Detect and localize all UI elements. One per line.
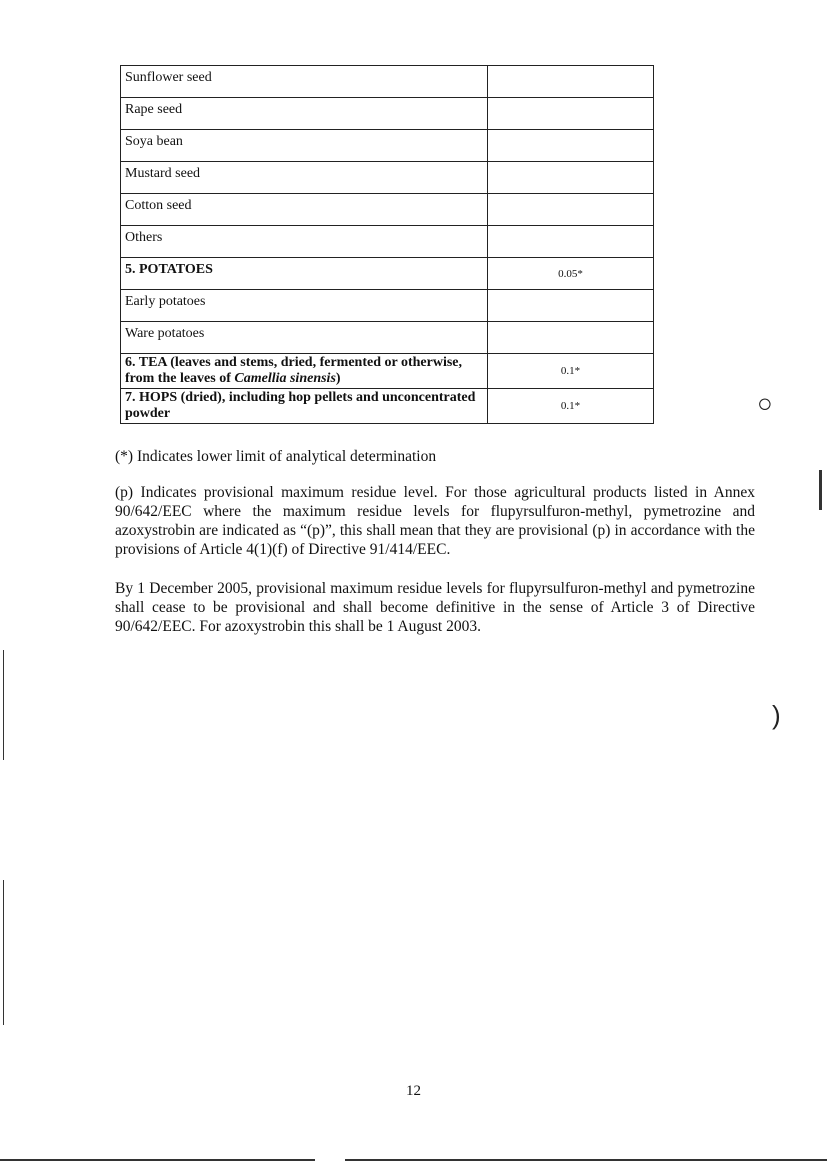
margin-mark xyxy=(3,650,4,760)
value-cell xyxy=(487,194,653,226)
product-cell: Mustard seed xyxy=(121,162,488,194)
bottom-edge-line xyxy=(345,1159,827,1161)
product-heading-cell: 5. POTATOES xyxy=(121,258,488,290)
asterisk-note: (*) Indicates lower limit of analytical determination xyxy=(115,448,437,465)
product-heading-cell xyxy=(121,354,488,389)
value-cell xyxy=(487,162,653,194)
page-number: 12 xyxy=(406,1083,421,1099)
product-heading-cell: 7. HOPS (dried), including hop pellets and unconcentrated powder xyxy=(121,389,488,424)
table-row xyxy=(121,66,654,98)
table-row xyxy=(121,98,654,130)
provisional-note: (p) Indicates provisional maximum residue level. For those agricultural products listed in Annex 90/642/EEC where the maximum residue levels for flupyrsulfuron-methyl, pymetrozine and azoxystrobin are indicated as “(p)”, this shall mean that they are provisional (p) in accordance with the provisions of Article 4(1)(f) of Directive 91/414/EEC. xyxy=(115,484,755,558)
residue-table xyxy=(120,65,654,424)
value-cell xyxy=(487,98,653,130)
product-cell: Rape seed xyxy=(121,98,488,130)
table-row xyxy=(121,290,654,322)
punch-hole-mark: ) xyxy=(772,700,781,730)
table-row xyxy=(121,354,654,389)
margin-mark xyxy=(819,470,822,510)
value-cell: 0.05* xyxy=(487,258,653,290)
value-cell xyxy=(487,322,653,354)
table-row xyxy=(121,226,654,258)
value-cell xyxy=(487,66,653,98)
product-cell: Sunflower seed xyxy=(121,66,488,98)
table-row xyxy=(121,162,654,194)
product-cell: Cotton seed xyxy=(121,194,488,226)
product-text: ) xyxy=(335,371,341,386)
value-cell: 0.1* xyxy=(487,389,653,424)
product-cell: Ware potatoes xyxy=(121,322,488,354)
value-cell xyxy=(487,130,653,162)
margin-mark xyxy=(3,880,4,1025)
bottom-edge-line xyxy=(0,1159,315,1161)
product-text: 6. TEA (leaves and stems, dried, fermented or otherwise, from the leaves of xyxy=(125,355,462,386)
value-cell xyxy=(487,290,653,322)
value-cell xyxy=(487,226,653,258)
punch-hole-mark: ○ xyxy=(757,388,773,418)
deadline-note: By 1 December 2005, provisional maximum residue levels for flupyrsulfuron-methyl and pymetrozine shall cease to be provisional and shall become definitive in the sense of Article 3 of Directive 90/642/EEC. For azoxystrobin this shall be 1 August 2003. xyxy=(115,580,755,635)
product-italic-text: Camellia sinensis xyxy=(234,371,336,386)
product-cell: Soya bean xyxy=(121,130,488,162)
table-row xyxy=(121,130,654,162)
product-cell: Others xyxy=(121,226,488,258)
table-row xyxy=(121,194,654,226)
table-row xyxy=(121,322,654,354)
table-row xyxy=(121,258,654,290)
value-cell: 0.1* xyxy=(487,354,653,389)
product-cell: Early potatoes xyxy=(121,290,488,322)
table-row xyxy=(121,389,654,424)
